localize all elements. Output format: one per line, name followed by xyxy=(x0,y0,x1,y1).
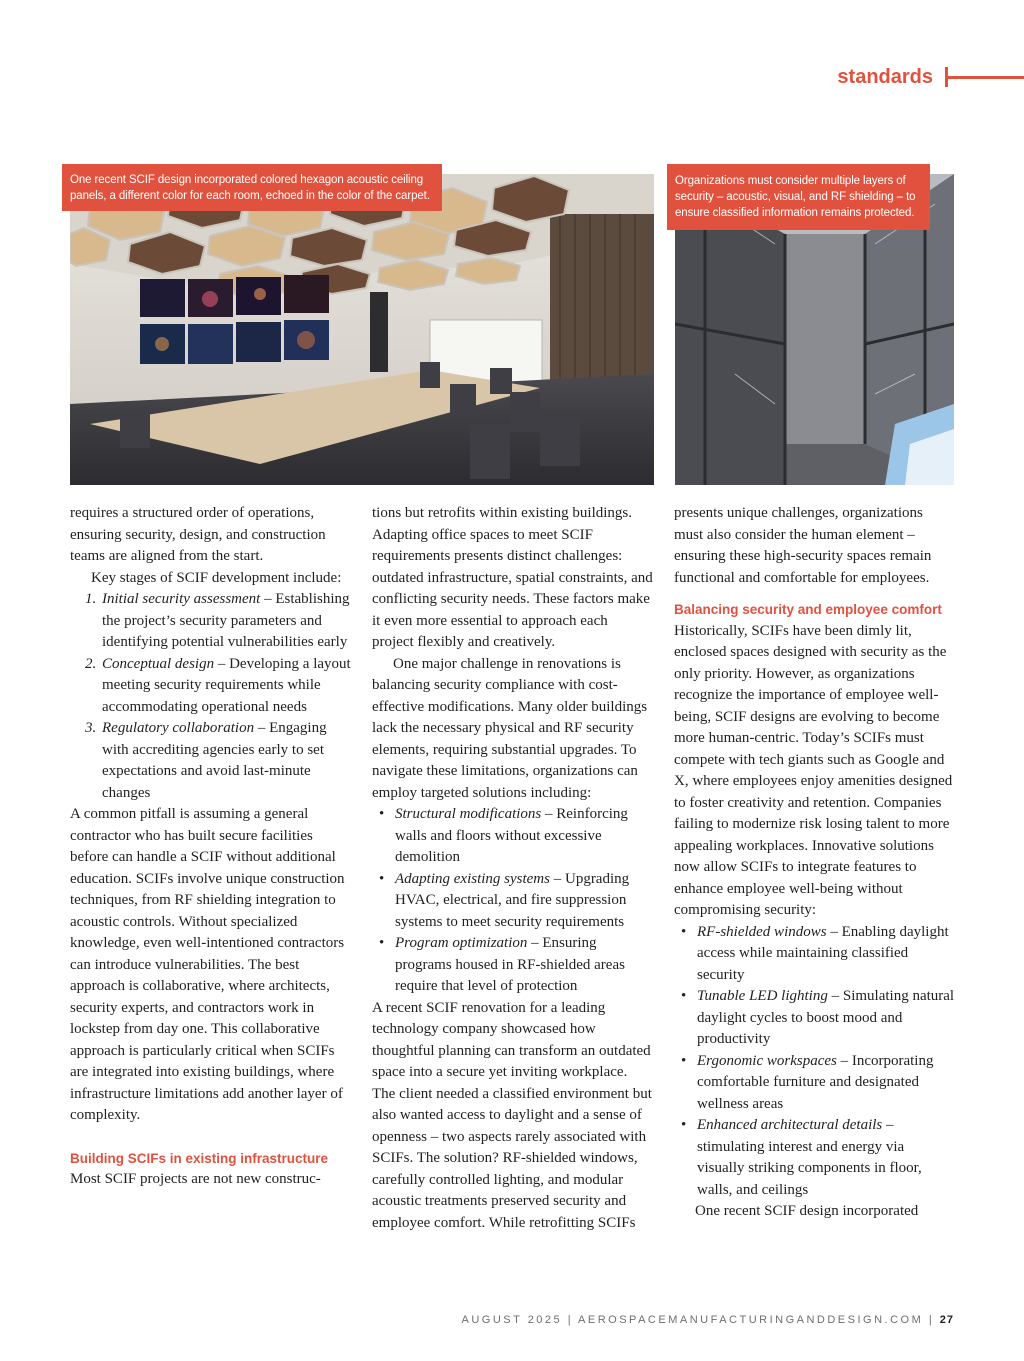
list-text: – Incorporating comfortable furniture and designated wellness areas xyxy=(697,1052,934,1112)
list-text: – Reinforcing walls and floors without excessive demolition xyxy=(395,806,628,865)
list-term: RF-shielded windows xyxy=(697,923,827,940)
list-term: Ergonomic workspaces xyxy=(697,1052,837,1069)
list-item xyxy=(674,1051,955,1116)
list-text: – Engaging with accrediting agencies early to set expectations and avoid last-minute changes xyxy=(102,720,327,801)
issue-date: AUGUST 2025 xyxy=(461,1314,563,1326)
footer-separator: | xyxy=(928,1314,935,1326)
section-label: standards xyxy=(837,65,933,88)
paragraph: A common pitfall is assuming a general contractor who has built secure facilities before can handle a SCIF without additional education. SCIFs involve unique construction techniques, from RF shielding integration to acoustic controls. Without specialized knowledge, even well-intentioned contractors can introduce vulnerabilities. The best approach is collaborative, where architects, security experts, and contractors work in lockstep from day one. This collaborative approach is particularly critical when SCIFs are integrated into existing buildings, where infrastructure limitations add another layer of complexity. xyxy=(70,806,345,1123)
list-text: – Enabling daylight access while maintaining classified security xyxy=(697,923,949,983)
list-text: – Upgrading HVAC, electrical, and fire suppression systems to meet security requirements xyxy=(395,870,630,930)
caption-left: One recent SCIF design incorporated colored hexagon acoustic ceiling panels, a different color for each room, echoed in the color of the carpet. xyxy=(62,164,442,211)
list-text: – Establishing the project’s security parameters and identifying potential vulnerabilities early xyxy=(102,591,350,650)
paragraph: One recent SCIF design incorporated xyxy=(695,1203,919,1219)
paragraph: requires a structured order of operations, ensuring security, design, and construction teams are aligned from the start. xyxy=(70,505,326,564)
list-item xyxy=(674,922,955,987)
paragraph: Key stages of SCIF development include: xyxy=(91,569,342,586)
bullet-icon: • xyxy=(681,1052,687,1069)
list-item xyxy=(70,654,351,719)
list-item xyxy=(372,869,653,934)
list-number: 1. xyxy=(85,591,97,607)
list-term: Initial security assessment xyxy=(102,591,261,607)
section-tag xyxy=(837,64,1024,90)
paragraph: Historically, SCIFs have been dimly lit, enclosed spaces designed with security as the only priority. However, as organizations recognize the importance of employee well-being, SCIF designs are evolving to become more human-centric. Today’s SCIFs must compete with tech giants such as Google and X, where employees enjoy amenities designed to foster creativity and retention. Companies failing to modernize risk losing talent to more appealing workplaces. Innovative solutions now allow SCIFs to integrate features to enhance employee well-being without compromising security: xyxy=(674,622,953,918)
text-column-2 xyxy=(372,503,653,1234)
numbered-list xyxy=(70,589,351,804)
list-item xyxy=(372,804,653,869)
conference-room-illustration xyxy=(70,174,654,485)
caption-right: Organizations must consider multiple layers of security – acoustic, visual, and RF shielding – to ensure classified information remains protected. xyxy=(667,164,930,230)
section-tag-rule xyxy=(948,76,1024,79)
page-footer xyxy=(462,1314,955,1326)
paragraph: A recent SCIF renovation for a leading technology company showcased how thoughtful planning can transform an outdated space into a secure yet inviting workplace. The client needed a classified environment but also wanted access to daylight and a sense of openness – two aspects rarely associated with SCIFs. The solution? RF-shielded windows, carefully controlled lighting, and modular acoustic treatments preserved security and employee comfort. While retrofitting SCIFs xyxy=(372,999,652,1231)
list-term: Program optimization xyxy=(395,935,528,951)
bullet-list xyxy=(372,804,653,998)
bullet-icon: • xyxy=(681,988,687,1004)
bullet-icon: • xyxy=(681,1117,687,1133)
paragraph: One major challenge in renovations is balancing security compliance with cost-effective modifications. Many older buildings lack the necessary physical and RF security elements, requiring substantial upgrades. To navigate these limitations, organizations can employ targeted solutions including: xyxy=(372,655,648,801)
footer-separator: | xyxy=(567,1314,574,1326)
list-item xyxy=(674,986,955,1051)
text-column-1 xyxy=(70,503,351,1191)
list-term: Enhanced architectural details xyxy=(697,1117,883,1133)
bullet-icon: • xyxy=(681,923,687,940)
list-number: 3. xyxy=(85,720,97,736)
list-item xyxy=(372,933,653,998)
list-item xyxy=(70,718,351,804)
list-item xyxy=(674,1115,955,1201)
paragraph: tions but retrofits within existing buildings. Adapting office spaces to meet SCIF requirements presents distinct challenges: outdated infrastructure, spatial constraints, and conflicting security needs. These factors make it even more essential to approach each project flexibly and creatively. xyxy=(372,505,653,650)
list-text: – stimulating interest and energy via visually striking components in floor, walls, and ceilings xyxy=(697,1117,922,1198)
bullet-list xyxy=(674,922,955,1202)
list-term: Adapting existing systems xyxy=(395,870,550,887)
list-number: 2. xyxy=(85,655,97,672)
list-term: Conceptual design xyxy=(102,655,215,672)
page-number: 27 xyxy=(939,1314,954,1326)
paragraph: Most SCIF projects are not new construc- xyxy=(70,1171,321,1187)
list-term: Structural modifications xyxy=(395,806,542,822)
website-url: AEROSPACEMANUFACTURINGANDDESIGN.COM xyxy=(578,1314,924,1326)
bullet-icon: • xyxy=(379,806,385,822)
paragraph: presents unique challenges, organizations must also consider the human element – ensuring these high-security spaces remain functional and comfortable for employees. xyxy=(674,505,932,586)
section-heading: Balancing security and employee comfort xyxy=(674,602,942,617)
section-heading: Building SCIFs in existing infrastructure xyxy=(70,1150,329,1166)
bullet-icon: • xyxy=(379,935,385,951)
list-text: – Ensuring programs housed in RF-shielded areas require that level of protection xyxy=(395,935,625,994)
list-term: Tunable LED lighting xyxy=(697,988,828,1004)
list-item xyxy=(70,589,351,654)
list-text: – Simulating natural daylight cycles to boost mood and productivity xyxy=(697,988,955,1047)
bullet-icon: • xyxy=(379,870,385,887)
text-column-3 xyxy=(674,503,955,1223)
conference-room-photo xyxy=(70,174,654,485)
list-text: – Developing a layout meeting security requirements while accommodating operational needs xyxy=(102,655,351,715)
list-term: Regulatory collaboration xyxy=(102,720,255,736)
